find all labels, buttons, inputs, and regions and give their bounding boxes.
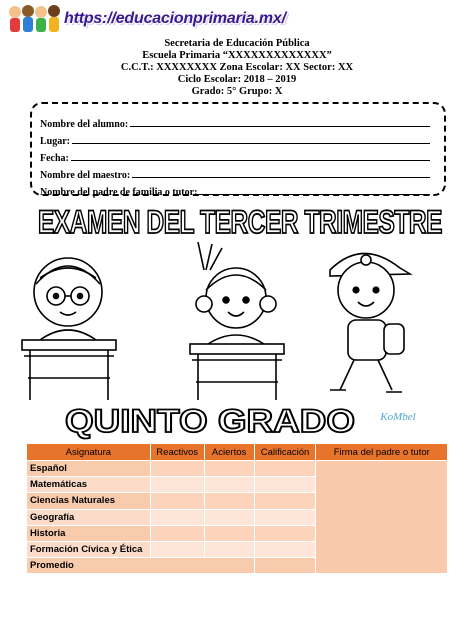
calificacion-cell[interactable] (254, 477, 316, 493)
reactivos-cell[interactable] (150, 509, 204, 525)
grades-table (26, 443, 448, 574)
signature-cell[interactable] (316, 461, 448, 574)
blank-line[interactable] (130, 126, 430, 127)
subject-cell: Español (27, 461, 151, 477)
table-header-row (27, 444, 448, 461)
aciertos-cell[interactable] (204, 461, 254, 477)
aciertos-cell[interactable] (204, 493, 254, 509)
boy-glasses-illustration (22, 258, 116, 400)
header-line-4: Ciclo Escolar: 2018 – 2019 (177, 74, 297, 85)
field-date[interactable] (40, 147, 430, 164)
boy-walking-illustration (330, 253, 410, 392)
header-aciertos: Aciertos (204, 444, 254, 461)
header-calificacion: Calificación (254, 444, 316, 461)
blank-line[interactable] (132, 177, 430, 178)
reactivos-cell[interactable] (150, 493, 204, 509)
aciertos-cell[interactable] (204, 509, 254, 525)
brand-logo: KoMbel (380, 411, 416, 423)
calificacion-cell[interactable] (254, 509, 316, 525)
aciertos-cell[interactable] (204, 525, 254, 541)
field-label: Nombre del padre de familia o tutor: (40, 187, 198, 198)
aciertos-cell[interactable] (204, 477, 254, 493)
grade-title-text: QUINTO GRADO (65, 403, 355, 439)
header-line-1: Secretaria de Educación Pública (164, 38, 310, 49)
field-parent-name[interactable] (40, 181, 430, 198)
calificacion-cell[interactable] (254, 541, 316, 557)
student-info-box (30, 102, 446, 196)
field-student-name[interactable] (40, 113, 430, 130)
subject-cell: Matemáticas (27, 477, 151, 493)
reactivos-cell[interactable] (150, 477, 204, 493)
subject-cell: Ciencias Naturales (27, 493, 151, 509)
subject-cell: Promedio (27, 558, 255, 574)
calificacion-cell[interactable] (254, 525, 316, 541)
subject-cell: Formación Cívica y Ética (27, 541, 151, 557)
subject-cell: Geografía (27, 509, 151, 525)
school-header (60, 38, 414, 98)
header-asignatura: Asignatura (27, 444, 151, 461)
site-logo[interactable] (6, 2, 306, 36)
field-label: Lugar: (40, 136, 70, 147)
exam-title (30, 200, 450, 242)
reactivos-cell[interactable] (150, 541, 204, 557)
field-label: Fecha: (40, 153, 69, 164)
girl-raising-hand-illustration (190, 242, 284, 400)
grado-grupo-row (60, 86, 414, 98)
header-line-2: Escuela Primaria “XXXXXXXXXXXXX” (142, 50, 332, 61)
header-firma: Firma del padre o tutor (316, 444, 448, 461)
blank-line[interactable] (71, 160, 430, 161)
field-place[interactable] (40, 130, 430, 147)
students-illustration (0, 240, 474, 406)
header-reactivos: Reactivos (150, 444, 204, 461)
grupo-label: Grupo: X (238, 86, 283, 97)
blank-line[interactable] (72, 143, 430, 144)
blank-line[interactable] (199, 194, 430, 195)
aciertos-cell[interactable] (204, 541, 254, 557)
header-line-3: C.C.T.: XXXXXXXX Zona Escolar: XX Sector: XX (120, 62, 354, 73)
kids-logo-icon (6, 2, 62, 36)
grade-title (60, 400, 420, 440)
reactivos-cell[interactable] (150, 525, 204, 541)
reactivos-cell[interactable] (150, 461, 204, 477)
site-url[interactable]: https://educacionprimaria.mx/ (64, 10, 286, 27)
subject-cell: Historia (27, 525, 151, 541)
calificacion-cell[interactable] (254, 461, 316, 477)
calificacion-cell[interactable] (254, 493, 316, 509)
grado-label: Grado: 5° (191, 86, 237, 97)
field-teacher-name[interactable] (40, 164, 430, 181)
table-row (27, 461, 448, 477)
exam-title-text: EXAMEN DEL TERCER TRIMESTRE (38, 204, 443, 240)
field-label: Nombre del maestro: (40, 170, 131, 181)
field-label: Nombre del alumno: (40, 119, 129, 130)
promedio-cell[interactable] (254, 558, 316, 574)
